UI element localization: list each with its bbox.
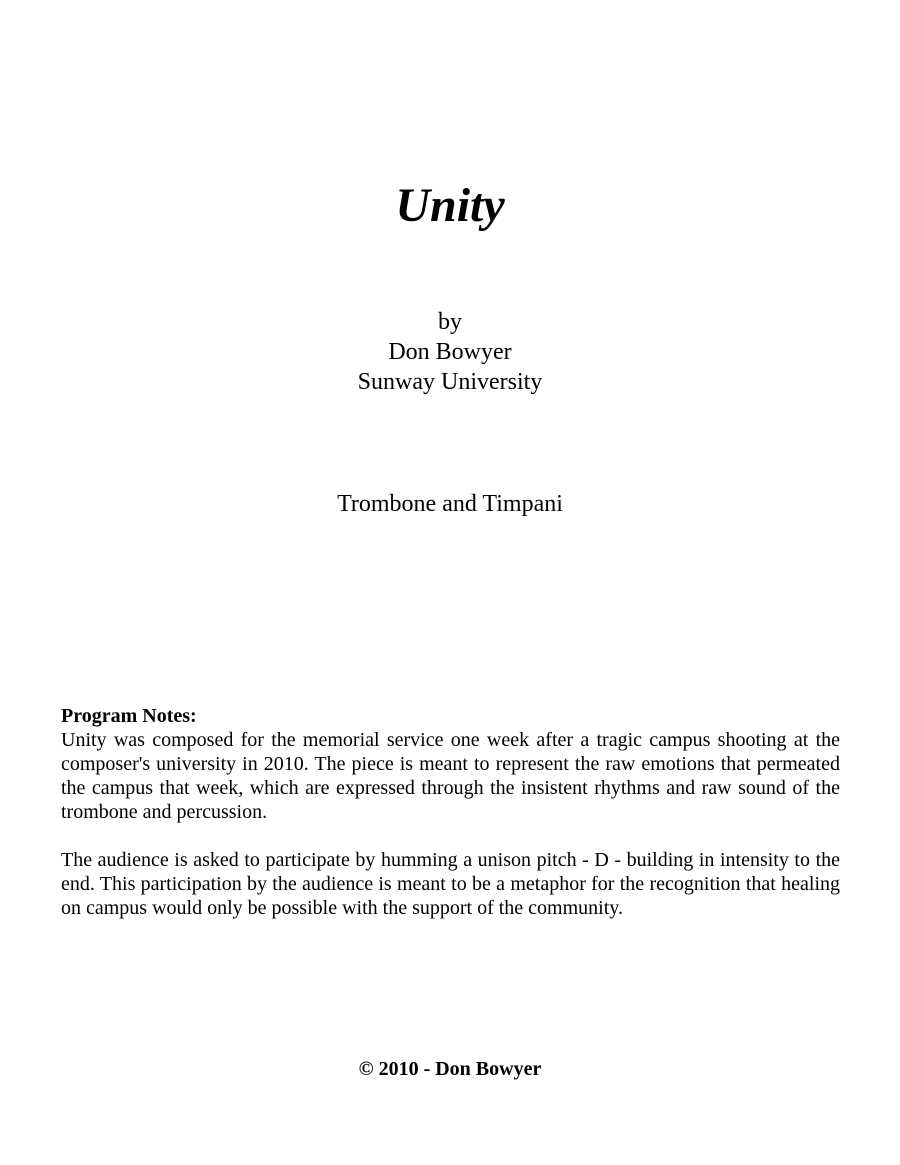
program-notes-paragraph: The audience is asked to participate by humming a unison pitch - D - building in intensity to the end. This participation by the audience is meant to be a metaphor for the recognition that healing on campus would only be possible with the support of the community. <box>61 849 840 919</box>
piece-title: Unity <box>395 179 505 232</box>
composer-affiliation: Sunway University <box>357 369 543 395</box>
instrumentation: Trombone and Timpani <box>337 491 563 517</box>
composer-name: Don Bowyer <box>388 339 512 365</box>
byline-by: by <box>438 309 462 335</box>
program-notes-heading: Program Notes: <box>61 705 197 727</box>
program-notes-paragraph: Unity was composed for the memorial service one week after a tragic campus shooting at the composer's university in 2010. The piece is meant to represent the raw emotions that permeated the campus that week, which are expressed through the insistent rhythms and raw sound of the trombone and percussion. <box>61 729 840 823</box>
copyright-notice: © 2010 - Don Bowyer <box>358 1058 542 1080</box>
program-notes <box>61 704 840 920</box>
byline <box>0 307 900 397</box>
